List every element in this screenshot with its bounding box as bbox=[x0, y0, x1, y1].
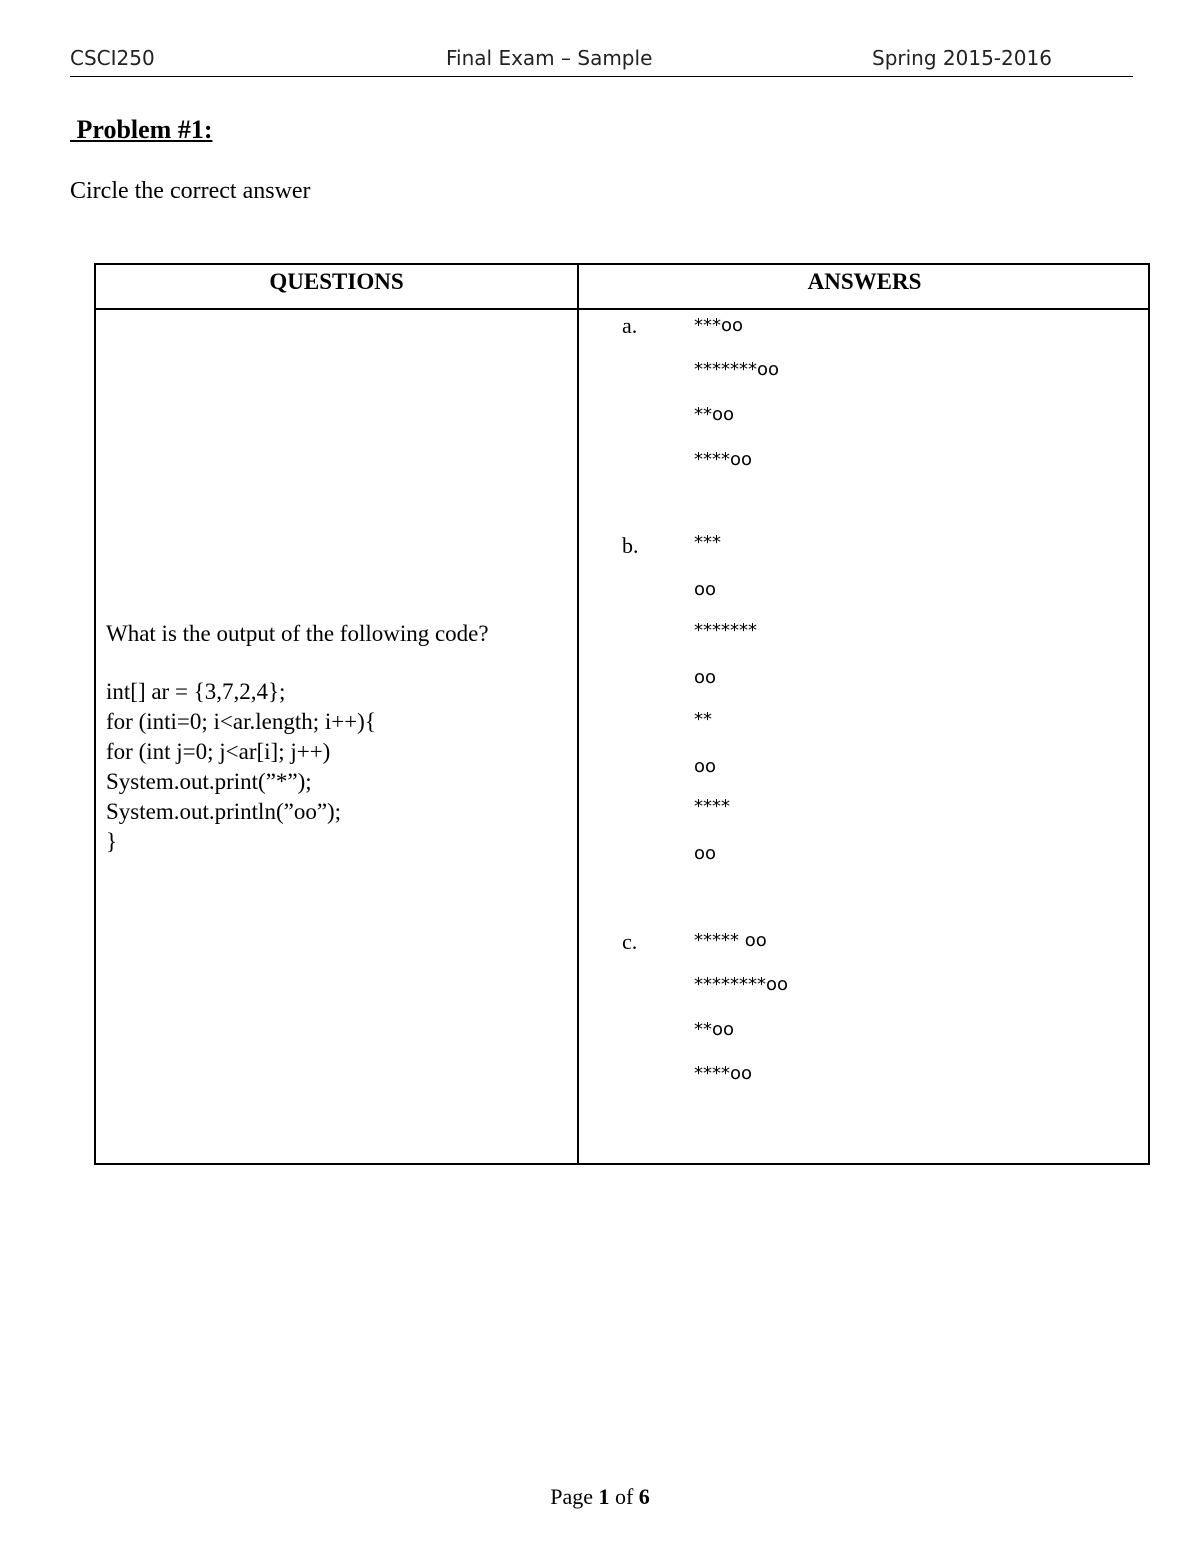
page-total: 6 bbox=[638, 1484, 650, 1509]
option-c-letter[interactable]: c. bbox=[622, 929, 638, 954]
exam-term: Spring 2015-2016 bbox=[872, 46, 1052, 70]
option-b-line: oo bbox=[694, 843, 717, 864]
option-b-line: oo bbox=[694, 579, 717, 600]
code-line: } bbox=[106, 829, 118, 854]
answers-header: ANSWERS bbox=[807, 269, 922, 294]
option-b-line: oo bbox=[694, 667, 717, 688]
header-row-divider bbox=[96, 308, 1148, 310]
problem-title: Problem #1: bbox=[70, 115, 213, 144]
column-divider bbox=[577, 265, 579, 1163]
option-b-line: *** bbox=[694, 532, 721, 553]
question-cell bbox=[106, 619, 566, 857]
page-number: 1 bbox=[598, 1484, 610, 1509]
question-prompt: What is the output of the following code? bbox=[106, 621, 489, 646]
option-a-line: **oo bbox=[694, 404, 735, 425]
option-c-line: ***** oo bbox=[694, 930, 767, 951]
option-c-line: ********oo bbox=[694, 974, 789, 995]
of-label: of bbox=[614, 1484, 634, 1509]
option-a-letter[interactable]: a. bbox=[622, 313, 638, 338]
option-b-line: oo bbox=[694, 756, 717, 777]
exam-title: Final Exam – Sample bbox=[446, 46, 653, 70]
question-table bbox=[94, 263, 1150, 1165]
course-code: CSCI250 bbox=[70, 46, 155, 70]
code-line: for (inti=0; i<ar.length; i++){ bbox=[106, 709, 376, 734]
problem-instruction: Circle the correct answer bbox=[70, 178, 311, 204]
page-label: Page bbox=[550, 1484, 593, 1509]
code-line: System.out.print(”*”); bbox=[106, 769, 312, 794]
code-line: int[] ar = {3,7,2,4}; bbox=[106, 679, 286, 704]
questions-header: QUESTIONS bbox=[269, 269, 404, 294]
option-b-letter[interactable]: b. bbox=[622, 533, 639, 558]
option-a-line: *******oo bbox=[694, 359, 780, 380]
option-c-line: **oo bbox=[694, 1019, 735, 1040]
option-a-line: ****oo bbox=[694, 449, 753, 470]
option-b-line: **** bbox=[694, 796, 730, 817]
page-header bbox=[70, 44, 1133, 77]
code-line: System.out.println(”oo”); bbox=[106, 799, 342, 824]
page-footer bbox=[0, 1484, 1200, 1510]
option-c-line: ****oo bbox=[694, 1063, 753, 1084]
option-b-line: ** bbox=[694, 709, 712, 730]
code-line: for (int j=0; j<ar[i]; j++) bbox=[106, 739, 331, 764]
option-b-line: ******* bbox=[694, 620, 757, 641]
option-a-line: ***oo bbox=[694, 315, 744, 336]
